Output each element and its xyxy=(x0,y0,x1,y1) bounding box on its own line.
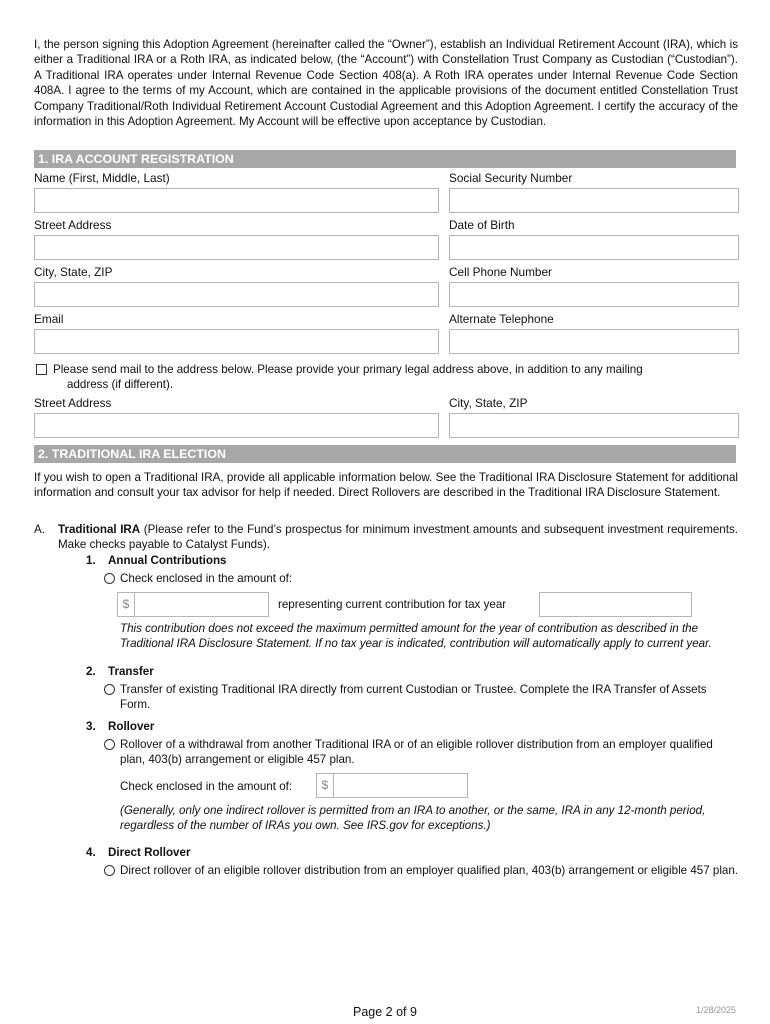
item-3-note: (Generally, only one indirect rollover is permitted from an IRA to another, or the same, IRA in any 12-month period, regardless of the number of IRAs you own. See IRS.gov for exceptions.) xyxy=(120,804,706,833)
cell-phone-field[interactable] xyxy=(449,282,739,307)
rollover-option: Rollover of a withdrawal from another Traditional IRA or of an eligible rollover distribution from an employer qualified plan, 403(b) arrangement or eligible 457 plan. xyxy=(120,738,713,767)
item-3-number: 3. xyxy=(86,720,96,733)
cell-phone-label: Cell Phone Number xyxy=(449,265,552,279)
direct-rollover-radio[interactable] xyxy=(104,865,115,876)
rollover-amount-label: Check enclosed in the amount of: xyxy=(120,780,293,793)
item-a-marker: A. xyxy=(34,523,45,536)
dollar-sign: $ xyxy=(317,774,334,797)
email-field[interactable] xyxy=(34,329,439,354)
name-field[interactable] xyxy=(34,188,439,213)
dob-field[interactable] xyxy=(449,235,739,260)
item-a-title: Traditional IRA xyxy=(58,523,141,536)
ssn-field[interactable] xyxy=(449,188,739,213)
annual-contribution-radio[interactable] xyxy=(104,573,115,584)
annual-contribution-amount-field[interactable] xyxy=(117,592,269,617)
item-a-text xyxy=(58,522,738,553)
annual-contribution-option: Check enclosed in the amount of: xyxy=(120,572,293,585)
section-2-header: 2. TRADITIONAL IRA ELECTION xyxy=(34,445,736,463)
alternate-telephone-field[interactable] xyxy=(449,329,739,354)
revision-date: 1/28/2025 xyxy=(695,1005,736,1015)
city-state-zip-field[interactable] xyxy=(34,282,439,307)
intro-paragraph: I, the person signing this Adoption Agreement (hereinafter called the “Owner”), establish an Individual Retirement Account (IRA), which is either a Traditional IRA or a Roth IRA, as indicated below, (the “Account”) with Constellation Trust Company as Custodian (“Custodian”). A Traditional IRA operates under Internal Revenue Code Section 408(a). A Roth IRA operates under Internal Revenue Code Section 408A. I agree to the terms of my Account, which are contained in the applicable provisions of the document entitled Constellation Trust Company Traditional/Roth Individual Retirement Account Custodial Agreement and this Adoption Agreement. I certify the accuracy of the information in this Adoption Agreement. My Account will be effective upon acceptance by Custodian. xyxy=(34,38,738,129)
page-number: Page 2 of 9 xyxy=(353,1005,417,1019)
item-2-title: Transfer xyxy=(108,665,154,678)
item-4-title: Direct Rollover xyxy=(108,846,191,859)
item-a-description: (Please refer to the Fund’s prospectus for minimum investment amounts and subsequent investment requirements. Make checks payable to Catalyst Funds). xyxy=(58,523,738,552)
mailing-city-label: City, State, ZIP xyxy=(449,396,528,410)
name-label: Name (First, Middle, Last) xyxy=(34,171,170,185)
tax-year-label: representing current contribution for tax year xyxy=(278,598,507,611)
item-1-number: 1. xyxy=(86,554,96,567)
mailing-city-field[interactable] xyxy=(449,413,739,438)
item-4-number: 4. xyxy=(86,846,96,859)
mail-address-text-line2: address (if different). xyxy=(67,378,174,391)
section-2-intro: If you wish to open a Traditional IRA, provide all applicable information below. See the Traditional IRA Disclosure Statement for additional information and consult your tax advisor for help if needed. Direct Rollovers are described in the Traditional IRA Disclosure Statement. xyxy=(34,471,738,500)
alternate-telephone-label: Alternate Telephone xyxy=(449,312,554,326)
transfer-radio[interactable] xyxy=(104,684,115,695)
mailing-street-field[interactable] xyxy=(34,413,439,438)
item-1-title: Annual Contributions xyxy=(108,554,227,567)
ssn-label: Social Security Number xyxy=(449,171,573,185)
dob-label: Date of Birth xyxy=(449,218,515,232)
transfer-option: Transfer of existing Traditional IRA directly from current Custodian or Trustee. Complete the IRA Transfer of Assets Form. xyxy=(120,683,707,712)
dollar-sign: $ xyxy=(118,593,135,616)
mail-address-checkbox[interactable] xyxy=(36,364,47,375)
street-address-label: Street Address xyxy=(34,218,112,232)
rollover-radio[interactable] xyxy=(104,739,115,750)
rollover-amount-field[interactable] xyxy=(316,773,468,798)
email-label: Email xyxy=(34,312,64,326)
street-address-field[interactable] xyxy=(34,235,439,260)
mail-address-text-line1: Please send mail to the address below. Please provide your primary legal address above, in addition to any mailing xyxy=(53,363,643,376)
item-1-note: This contribution does not exceed the maximum permitted amount for the year of contribution as described in the Traditional IRA Disclosure Statement. If no tax year is indicated, contribution will automatically apply to current year. xyxy=(120,622,712,651)
tax-year-field[interactable] xyxy=(539,592,692,617)
mailing-street-label: Street Address xyxy=(34,396,112,410)
direct-rollover-option: Direct rollover of an eligible rollover distribution from an employer qualified plan, 403(b) arrangement or eligible 457 plan. xyxy=(120,864,739,877)
item-3-title: Rollover xyxy=(108,720,155,733)
city-state-zip-label: City, State, ZIP xyxy=(34,265,113,279)
section-1-header: 1. IRA ACCOUNT REGISTRATION xyxy=(34,150,736,168)
item-2-number: 2. xyxy=(86,665,96,678)
